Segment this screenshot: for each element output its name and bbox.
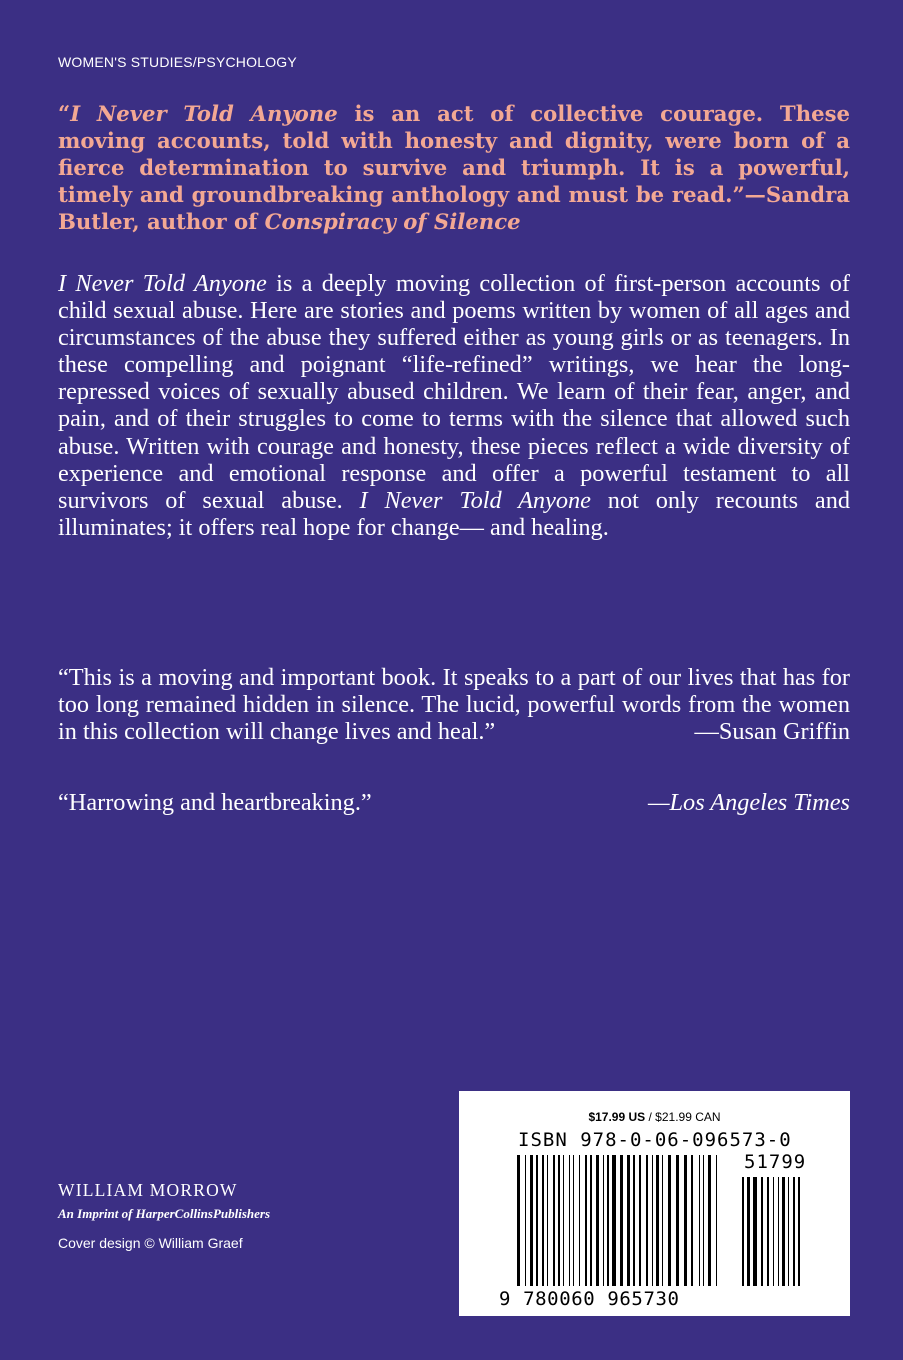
barcode-bar bbox=[603, 1155, 604, 1286]
barcode-bar bbox=[639, 1155, 641, 1286]
barcode-bar bbox=[747, 1177, 750, 1286]
blurb-text-1: is a deeply moving collection of first-person accounts of child sexual abuse. Here are stories and poems written by women of all ages and circumstances of the abuse they suffered either as young girls or as teenagers. In these compelling and poignant “life-refined” writings, we hear the long-repressed voices of sexually abused children. We learn of their fear, anger, and pain, and of their struggles to come to terms with the silence that allowed such abuse. Written with courage and honesty, these pieces reflect a wide diversity of experience and emotional response and offer a powerful testament to all survivors of sexual abuse. bbox=[58, 270, 851, 514]
barcode-bar bbox=[525, 1155, 526, 1286]
barcode-bar bbox=[563, 1155, 564, 1286]
quote-open: “ bbox=[58, 101, 71, 126]
barcode-bar bbox=[691, 1155, 693, 1286]
blurb-title-2: I Never Told Anyone bbox=[359, 486, 591, 514]
price-can: / $21.99 CAN bbox=[645, 1110, 721, 1124]
barcode-bar bbox=[596, 1155, 599, 1286]
barcode-bar bbox=[646, 1155, 648, 1286]
barcode-bar bbox=[676, 1155, 679, 1286]
barcode-bar bbox=[620, 1155, 623, 1286]
barcode-bar bbox=[656, 1155, 659, 1286]
barcode-bar bbox=[742, 1177, 744, 1286]
book-description bbox=[58, 270, 850, 541]
ean-barcode-bars bbox=[517, 1155, 717, 1286]
barcode-bar bbox=[684, 1155, 687, 1286]
praise-la-times bbox=[58, 789, 850, 816]
barcode-bar bbox=[517, 1155, 520, 1286]
pull-quote-text: is an act of collective courage. These moving accounts, told with honesty and dignity, were born of a fierce determination to survive and triumph. It is a powerful, timely and groundbreaking anthology and must be read.”—Sandra Butler, author of bbox=[58, 101, 850, 234]
pull-quote bbox=[58, 100, 850, 235]
barcode-bar bbox=[753, 1177, 757, 1286]
barcode-bar bbox=[573, 1155, 574, 1286]
barcode-bar bbox=[542, 1155, 544, 1286]
barcode-bar bbox=[590, 1155, 592, 1286]
barcode-graphic bbox=[459, 1091, 850, 1316]
barcode-bar bbox=[708, 1155, 711, 1286]
publisher-imprint: An Imprint of HarperCollinsPublishers bbox=[58, 1206, 271, 1221]
barcode-bar bbox=[547, 1155, 548, 1286]
barcode-bar bbox=[607, 1155, 609, 1286]
barcode-bar bbox=[778, 1177, 779, 1286]
praise-1-attribution: —Susan Griffin bbox=[694, 718, 850, 746]
cover-design-credit: Cover design © William Graef bbox=[58, 1235, 243, 1251]
barcode-bar bbox=[530, 1155, 533, 1286]
price-addon-number: 51799 bbox=[744, 1151, 807, 1173]
blurb-title: I Never Told Anyone bbox=[58, 270, 267, 297]
barcode-bar bbox=[668, 1155, 671, 1286]
praise-2-quote: “Harrowing and heartbreaking.” bbox=[58, 789, 372, 816]
barcode-bar bbox=[652, 1155, 653, 1286]
barcode-bar bbox=[579, 1155, 580, 1286]
barcode-bar bbox=[633, 1155, 635, 1286]
barcode-box bbox=[459, 1091, 850, 1316]
barcode-bar bbox=[558, 1155, 560, 1286]
barcode-bar bbox=[699, 1155, 700, 1286]
praise-2-attribution: —Los Angeles Times bbox=[647, 789, 850, 816]
pull-quote-book: Conspiracy of Silence bbox=[264, 209, 521, 234]
barcode-bar bbox=[536, 1155, 538, 1286]
barcode-bar bbox=[798, 1177, 800, 1286]
category-label: WOMEN'S STUDIES/PSYCHOLOGY bbox=[58, 54, 297, 70]
barcode-bar bbox=[612, 1155, 616, 1286]
barcode-bar bbox=[767, 1177, 769, 1286]
barcode-bar bbox=[782, 1177, 785, 1286]
isbn-text: ISBN 978-0-06-096573-0 bbox=[518, 1129, 792, 1151]
barcode-bar bbox=[793, 1177, 795, 1286]
barcode-bar bbox=[585, 1155, 587, 1286]
barcode-bar bbox=[662, 1155, 663, 1286]
barcode-bar bbox=[716, 1155, 717, 1286]
price-us: $17.99 US bbox=[588, 1110, 646, 1124]
barcode-bar bbox=[553, 1155, 555, 1286]
blurb-text-2: not only recounts and illuminates; it offers real hope for change— and healing. bbox=[58, 486, 850, 541]
barcode-bar bbox=[627, 1155, 630, 1286]
barcode-bar bbox=[761, 1177, 763, 1286]
praise-susan-griffin bbox=[58, 664, 850, 745]
ean-digits: 9 780060 965730 bbox=[499, 1288, 680, 1310]
barcode-bar bbox=[773, 1177, 774, 1286]
praise-1-quote: “This is a moving and important book. It speaks to a part of our lives that has for too long remained hidden in silence. The lucid, powerful words from the women in this collection will change lives and heal.” bbox=[58, 664, 850, 746]
addon-barcode-bars bbox=[742, 1177, 800, 1286]
barcode-bar bbox=[703, 1155, 704, 1286]
publisher-name: WILLIAM MORROW bbox=[58, 1180, 238, 1200]
pull-quote-title: I Never Told Anyone bbox=[70, 101, 338, 126]
barcode-bar bbox=[788, 1177, 789, 1286]
barcode-bar bbox=[569, 1155, 570, 1286]
